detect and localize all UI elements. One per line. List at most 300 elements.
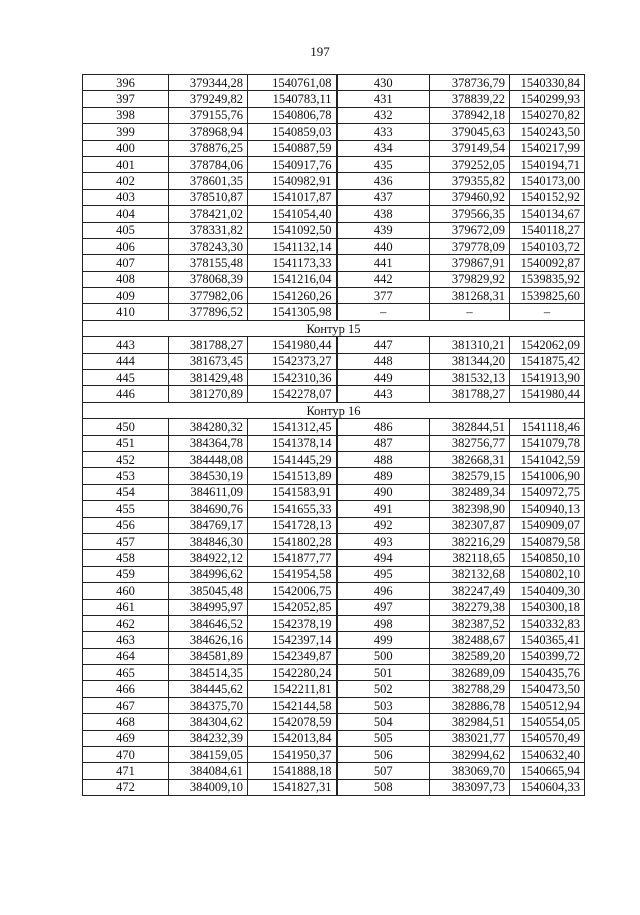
point-number-cell: 462 [83, 615, 169, 631]
point-number-cell: 397 [83, 91, 169, 107]
x-coordinate-cell: 379829,92 [430, 271, 510, 287]
x-coordinate-cell: 382132,68 [430, 566, 510, 582]
point-number-cell: 410 [83, 304, 169, 320]
x-coordinate-cell: 383097,73 [430, 779, 510, 795]
point-number-cell: 502 [337, 681, 430, 697]
point-number-cell: 443 [83, 337, 169, 353]
x-coordinate-cell: 378968,94 [169, 124, 248, 140]
y-coordinate-cell: 1541655,33 [248, 501, 337, 517]
x-coordinate-cell: 383069,70 [430, 763, 510, 779]
point-number-cell: 453 [83, 468, 169, 484]
contour-heading-row [83, 320, 585, 336]
point-number-cell: 461 [83, 599, 169, 615]
point-number-cell: 398 [83, 107, 169, 123]
x-coordinate-cell: 382886,78 [430, 697, 510, 713]
x-coordinate-cell: 384690,76 [169, 501, 248, 517]
x-coordinate-cell: 384375,70 [169, 697, 248, 713]
x-coordinate-cell: 378331,82 [169, 222, 248, 238]
y-coordinate-cell: 1540435,76 [510, 665, 585, 681]
x-coordinate-cell: 382118,65 [430, 550, 510, 566]
x-coordinate-cell: 384769,17 [169, 517, 248, 533]
y-coordinate-cell: 1540173,00 [510, 173, 585, 189]
point-number-cell: 409 [83, 288, 169, 304]
point-number-cell: 444 [83, 353, 169, 369]
contour-heading: Контур 16 [83, 402, 585, 418]
y-coordinate-cell: 1540632,40 [510, 747, 585, 763]
y-coordinate-cell: 1540092,87 [510, 255, 585, 271]
x-coordinate-cell: 384232,39 [169, 730, 248, 746]
x-coordinate-cell: 384280,32 [169, 419, 248, 435]
x-coordinate-cell: 377896,52 [169, 304, 248, 320]
table-row [83, 222, 585, 238]
table-row [83, 566, 585, 582]
table-row [83, 124, 585, 140]
point-number-cell: 432 [337, 107, 430, 123]
y-coordinate-cell: 1540604,33 [510, 779, 585, 795]
point-number-cell: 403 [83, 189, 169, 205]
y-coordinate-cell: 1541260,26 [248, 288, 337, 304]
point-number-cell: 456 [83, 517, 169, 533]
table-row [83, 681, 585, 697]
y-coordinate-cell: 1541583,91 [248, 484, 337, 500]
point-number-cell: 471 [83, 763, 169, 779]
table-row [83, 599, 585, 615]
y-coordinate-cell: 1540134,67 [510, 206, 585, 222]
y-coordinate-cell: 1542280,24 [248, 665, 337, 681]
point-number-cell: 408 [83, 271, 169, 287]
point-number-cell: 460 [83, 583, 169, 599]
x-coordinate-cell: 383021,77 [430, 730, 510, 746]
x-coordinate-cell: 378942,18 [430, 107, 510, 123]
table-row [83, 648, 585, 664]
x-coordinate-cell: 379249,82 [169, 91, 248, 107]
x-coordinate-cell: 381788,27 [430, 386, 510, 402]
y-coordinate-cell: 1541913,90 [510, 370, 585, 386]
x-coordinate-cell: 381344,20 [430, 353, 510, 369]
x-coordinate-cell: 384304,62 [169, 714, 248, 730]
y-coordinate-cell: 1541877,77 [248, 550, 337, 566]
y-coordinate-cell: 1540917,76 [248, 156, 337, 172]
point-number-cell: 445 [83, 370, 169, 386]
x-coordinate-cell: 379155,76 [169, 107, 248, 123]
table-row [83, 75, 585, 91]
x-coordinate-cell: 378510,87 [169, 189, 248, 205]
table-row [83, 419, 585, 435]
table-row [83, 779, 585, 795]
table-row [83, 730, 585, 746]
y-coordinate-cell: 1540332,83 [510, 615, 585, 631]
y-coordinate-cell: 1540512,94 [510, 697, 585, 713]
table-row [83, 484, 585, 500]
y-coordinate-cell: 1540300,18 [510, 599, 585, 615]
point-number-cell: 430 [337, 75, 430, 91]
table-row [83, 156, 585, 172]
table-row [83, 255, 585, 271]
point-number-cell: 504 [337, 714, 430, 730]
point-number-cell: 405 [83, 222, 169, 238]
point-number-cell: 455 [83, 501, 169, 517]
y-coordinate-cell: 1542144,58 [248, 697, 337, 713]
point-number-cell: 407 [83, 255, 169, 271]
table-row [83, 337, 585, 353]
page-number: 197 [310, 44, 330, 59]
table-row [83, 697, 585, 713]
x-coordinate-cell: 382984,51 [430, 714, 510, 730]
x-coordinate-cell: 382489,34 [430, 484, 510, 500]
x-coordinate-cell: 381429,48 [169, 370, 248, 386]
point-number-cell: 404 [83, 206, 169, 222]
x-coordinate-cell: 384581,89 [169, 648, 248, 664]
table-row [83, 615, 585, 631]
y-coordinate-cell: 1539835,92 [510, 271, 585, 287]
table-row [83, 91, 585, 107]
point-number-cell: 492 [337, 517, 430, 533]
y-coordinate-cell: 1541216,04 [248, 271, 337, 287]
y-coordinate-cell: 1540570,49 [510, 730, 585, 746]
table-row [83, 189, 585, 205]
y-coordinate-cell: 1542397,14 [248, 632, 337, 648]
y-coordinate-cell: 1541173,33 [248, 255, 337, 271]
x-coordinate-cell: 378736,79 [430, 75, 510, 91]
point-number-cell: 508 [337, 779, 430, 795]
x-coordinate-cell: 378155,48 [169, 255, 248, 271]
y-coordinate-cell: 1542349,87 [248, 648, 337, 664]
x-coordinate-cell: 382488,67 [430, 632, 510, 648]
x-coordinate-cell: 385045,48 [169, 583, 248, 599]
x-coordinate-cell: 382387,52 [430, 615, 510, 631]
point-number-cell: 459 [83, 566, 169, 582]
x-coordinate-cell: 384530,19 [169, 468, 248, 484]
y-coordinate-cell: 1540554,05 [510, 714, 585, 730]
point-number-cell: 486 [337, 419, 430, 435]
x-coordinate-cell: 384448,08 [169, 451, 248, 467]
x-coordinate-cell: 384009,10 [169, 779, 248, 795]
point-number-cell: 499 [337, 632, 430, 648]
x-coordinate-cell: 384646,52 [169, 615, 248, 631]
x-coordinate-cell: 382307,87 [430, 517, 510, 533]
x-coordinate-cell: 382788,29 [430, 681, 510, 697]
x-coordinate-cell: 381310,21 [430, 337, 510, 353]
x-coordinate-cell: 378839,22 [430, 91, 510, 107]
point-number-cell: 466 [83, 681, 169, 697]
table-row [83, 140, 585, 156]
y-coordinate-cell: 1542373,27 [248, 353, 337, 369]
point-number-cell: 496 [337, 583, 430, 599]
point-number-cell: 434 [337, 140, 430, 156]
point-number-cell: 465 [83, 665, 169, 681]
point-number-cell: 396 [83, 75, 169, 91]
point-number-cell: 439 [337, 222, 430, 238]
point-number-cell: 431 [337, 91, 430, 107]
point-number-cell: 470 [83, 747, 169, 763]
y-coordinate-cell: 1539825,60 [510, 288, 585, 304]
point-number-cell: 505 [337, 730, 430, 746]
x-coordinate-cell: 382689,09 [430, 665, 510, 681]
y-coordinate-cell: 1541888,18 [248, 763, 337, 779]
point-number-cell: 493 [337, 533, 430, 549]
x-coordinate-cell: 378601,35 [169, 173, 248, 189]
y-coordinate-cell: 1540909,07 [510, 517, 585, 533]
x-coordinate-cell: 379460,92 [430, 189, 510, 205]
point-number-cell: 436 [337, 173, 430, 189]
y-coordinate-cell: 1540299,93 [510, 91, 585, 107]
y-coordinate-cell: 1542211,81 [248, 681, 337, 697]
x-coordinate-cell: 379867,91 [430, 255, 510, 271]
y-coordinate-cell: 1540103,72 [510, 238, 585, 254]
x-coordinate-cell: 382279,38 [430, 599, 510, 615]
x-coordinate-cell: 379672,09 [430, 222, 510, 238]
y-coordinate-cell: 1541954,58 [248, 566, 337, 582]
point-number-cell: 433 [337, 124, 430, 140]
x-coordinate-cell: 384364,78 [169, 435, 248, 451]
point-number-cell: 495 [337, 566, 430, 582]
x-coordinate-cell: 384159,05 [169, 747, 248, 763]
point-number-cell: 450 [83, 419, 169, 435]
table-row [83, 304, 585, 320]
y-coordinate-cell: 1540982,91 [248, 173, 337, 189]
x-coordinate-cell: 382994,62 [430, 747, 510, 763]
point-number-cell: 448 [337, 353, 430, 369]
x-coordinate-cell: 381532,13 [430, 370, 510, 386]
y-coordinate-cell: 1541006,90 [510, 468, 585, 484]
y-coordinate-cell: 1540217,99 [510, 140, 585, 156]
x-coordinate-cell: 381270,89 [169, 386, 248, 402]
point-number-cell: 497 [337, 599, 430, 615]
point-number-cell: 437 [337, 189, 430, 205]
x-coordinate-cell: 384626,16 [169, 632, 248, 648]
table-row [83, 468, 585, 484]
x-coordinate-cell: 384996,62 [169, 566, 248, 582]
coordinates-table [82, 74, 585, 796]
x-coordinate-cell: 382756,77 [430, 435, 510, 451]
y-coordinate-cell: 1540761,08 [248, 75, 337, 91]
point-number-cell: 377 [337, 288, 430, 304]
table-row [83, 714, 585, 730]
x-coordinate-cell: 382216,29 [430, 533, 510, 549]
x-coordinate-cell: 378421,02 [169, 206, 248, 222]
point-number-cell: 489 [337, 468, 430, 484]
y-coordinate-cell: 1541980,44 [510, 386, 585, 402]
x-coordinate-cell: 379045,63 [430, 124, 510, 140]
y-coordinate-cell: 1540887,59 [248, 140, 337, 156]
y-coordinate-cell: 1540118,27 [510, 222, 585, 238]
x-coordinate-cell: 382844,51 [430, 419, 510, 435]
y-coordinate-cell: 1540270,82 [510, 107, 585, 123]
y-coordinate-cell: 1542278,07 [248, 386, 337, 402]
y-coordinate-cell: 1540879,58 [510, 533, 585, 549]
y-coordinate-cell: 1541132,14 [248, 238, 337, 254]
y-coordinate-cell: 1541305,98 [248, 304, 337, 320]
x-coordinate-cell: 379566,35 [430, 206, 510, 222]
y-coordinate-cell: 1541728,13 [248, 517, 337, 533]
table-row [83, 533, 585, 549]
y-coordinate-cell: 1541042,59 [510, 451, 585, 467]
y-coordinate-cell: 1540194,71 [510, 156, 585, 172]
x-coordinate-cell: – [430, 304, 510, 320]
y-coordinate-cell: 1540859,03 [248, 124, 337, 140]
table-row [83, 206, 585, 222]
point-number-cell: – [337, 304, 430, 320]
table-row [83, 451, 585, 467]
point-number-cell: 401 [83, 156, 169, 172]
point-number-cell: 449 [337, 370, 430, 386]
point-number-cell: 498 [337, 615, 430, 631]
y-coordinate-cell: 1542078,59 [248, 714, 337, 730]
x-coordinate-cell: 379355,82 [430, 173, 510, 189]
x-coordinate-cell: 382589,20 [430, 648, 510, 664]
table-row [83, 288, 585, 304]
y-coordinate-cell: 1540802,10 [510, 566, 585, 582]
y-coordinate-cell: 1542052,85 [248, 599, 337, 615]
point-number-cell: 458 [83, 550, 169, 566]
table-row [83, 386, 585, 402]
contour-heading-row [83, 402, 585, 418]
point-number-cell: 451 [83, 435, 169, 451]
y-coordinate-cell: 1541118,46 [510, 419, 585, 435]
x-coordinate-cell: 381788,27 [169, 337, 248, 353]
y-coordinate-cell: 1540850,10 [510, 550, 585, 566]
point-number-cell: 442 [337, 271, 430, 287]
point-number-cell: 446 [83, 386, 169, 402]
x-coordinate-cell: 379344,28 [169, 75, 248, 91]
point-number-cell: 435 [337, 156, 430, 172]
point-number-cell: 491 [337, 501, 430, 517]
table-row [83, 550, 585, 566]
y-coordinate-cell: 1541092,50 [248, 222, 337, 238]
table-row [83, 353, 585, 369]
point-number-cell: 468 [83, 714, 169, 730]
x-coordinate-cell: 378068,39 [169, 271, 248, 287]
table-row [83, 747, 585, 763]
table-row [83, 763, 585, 779]
y-coordinate-cell: 1541445,29 [248, 451, 337, 467]
table-row [83, 632, 585, 648]
y-coordinate-cell: 1542062,09 [510, 337, 585, 353]
point-number-cell: 447 [337, 337, 430, 353]
point-number-cell: 399 [83, 124, 169, 140]
y-coordinate-cell: 1540940,13 [510, 501, 585, 517]
point-number-cell: 488 [337, 451, 430, 467]
point-number-cell: 487 [337, 435, 430, 451]
table-row [83, 271, 585, 287]
y-coordinate-cell: 1542013,84 [248, 730, 337, 746]
y-coordinate-cell: 1540473,50 [510, 681, 585, 697]
y-coordinate-cell: 1540409,30 [510, 583, 585, 599]
point-number-cell: 438 [337, 206, 430, 222]
table-row [83, 238, 585, 254]
point-number-cell: 501 [337, 665, 430, 681]
x-coordinate-cell: 379252,05 [430, 156, 510, 172]
x-coordinate-cell: 382247,49 [430, 583, 510, 599]
y-coordinate-cell: 1541827,31 [248, 779, 337, 795]
y-coordinate-cell: 1541950,37 [248, 747, 337, 763]
y-coordinate-cell: 1541054,40 [248, 206, 337, 222]
point-number-cell: 464 [83, 648, 169, 664]
point-number-cell: 503 [337, 697, 430, 713]
y-coordinate-cell: 1542310,36 [248, 370, 337, 386]
point-number-cell: 457 [83, 533, 169, 549]
point-number-cell: 472 [83, 779, 169, 795]
y-coordinate-cell: – [510, 304, 585, 320]
table-row [83, 435, 585, 451]
x-coordinate-cell: 378243,30 [169, 238, 248, 254]
table-row [83, 665, 585, 681]
x-coordinate-cell: 378876,25 [169, 140, 248, 156]
point-number-cell: 400 [83, 140, 169, 156]
y-coordinate-cell: 1542006,75 [248, 583, 337, 599]
point-number-cell: 494 [337, 550, 430, 566]
table-row [83, 107, 585, 123]
point-number-cell: 463 [83, 632, 169, 648]
x-coordinate-cell: 382668,31 [430, 451, 510, 467]
x-coordinate-cell: 382398,90 [430, 501, 510, 517]
table-row [83, 501, 585, 517]
y-coordinate-cell: 1541802,28 [248, 533, 337, 549]
y-coordinate-cell: 1541378,14 [248, 435, 337, 451]
y-coordinate-cell: 1541513,89 [248, 468, 337, 484]
x-coordinate-cell: 384995,97 [169, 599, 248, 615]
point-number-cell: 441 [337, 255, 430, 271]
x-coordinate-cell: 384445,62 [169, 681, 248, 697]
table-row [83, 517, 585, 533]
y-coordinate-cell: 1540365,41 [510, 632, 585, 648]
x-coordinate-cell: 381673,45 [169, 353, 248, 369]
y-coordinate-cell: 1542378,19 [248, 615, 337, 631]
x-coordinate-cell: 384611,09 [169, 484, 248, 500]
contour-heading: Контур 15 [83, 320, 585, 336]
y-coordinate-cell: 1541875,42 [510, 353, 585, 369]
y-coordinate-cell: 1541312,45 [248, 419, 337, 435]
y-coordinate-cell: 1540330,84 [510, 75, 585, 91]
y-coordinate-cell: 1540972,75 [510, 484, 585, 500]
y-coordinate-cell: 1540665,94 [510, 763, 585, 779]
point-number-cell: 452 [83, 451, 169, 467]
x-coordinate-cell: 379149,54 [430, 140, 510, 156]
table-row [83, 583, 585, 599]
point-number-cell: 500 [337, 648, 430, 664]
y-coordinate-cell: 1540783,11 [248, 91, 337, 107]
y-coordinate-cell: 1540243,50 [510, 124, 585, 140]
point-number-cell: 506 [337, 747, 430, 763]
x-coordinate-cell: 379778,09 [430, 238, 510, 254]
x-coordinate-cell: 384514,35 [169, 665, 248, 681]
point-number-cell: 454 [83, 484, 169, 500]
x-coordinate-cell: 381268,31 [430, 288, 510, 304]
x-coordinate-cell: 384922,12 [169, 550, 248, 566]
table-row [83, 173, 585, 189]
y-coordinate-cell: 1540399,72 [510, 648, 585, 664]
point-number-cell: 490 [337, 484, 430, 500]
point-number-cell: 402 [83, 173, 169, 189]
y-coordinate-cell: 1541079,78 [510, 435, 585, 451]
point-number-cell: 406 [83, 238, 169, 254]
y-coordinate-cell: 1540152,92 [510, 189, 585, 205]
point-number-cell: 467 [83, 697, 169, 713]
y-coordinate-cell: 1540806,78 [248, 107, 337, 123]
y-coordinate-cell: 1541980,44 [248, 337, 337, 353]
x-coordinate-cell: 384846,30 [169, 533, 248, 549]
point-number-cell: 443 [337, 386, 430, 402]
x-coordinate-cell: 384084,61 [169, 763, 248, 779]
y-coordinate-cell: 1541017,87 [248, 189, 337, 205]
point-number-cell: 507 [337, 763, 430, 779]
point-number-cell: 440 [337, 238, 430, 254]
x-coordinate-cell: 378784,06 [169, 156, 248, 172]
x-coordinate-cell: 382579,15 [430, 468, 510, 484]
table-row [83, 370, 585, 386]
point-number-cell: 469 [83, 730, 169, 746]
x-coordinate-cell: 377982,06 [169, 288, 248, 304]
